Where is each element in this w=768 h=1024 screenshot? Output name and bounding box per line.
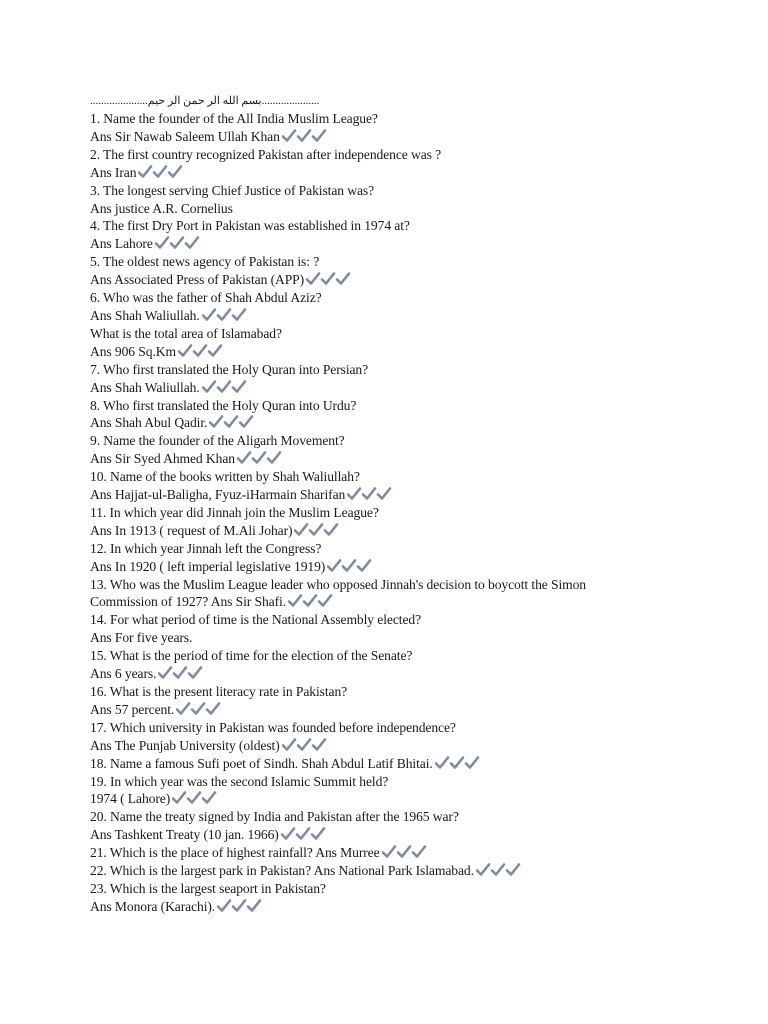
- qa-line: [90, 343, 750, 361]
- triple-check-mark-icon: [282, 737, 330, 752]
- triple-check-mark-icon: [217, 898, 265, 913]
- qa-line: [90, 432, 750, 450]
- qa-line-text: 2. The first country recognized Pakistan after independence was ?: [90, 146, 442, 162]
- qa-line: [90, 128, 750, 146]
- qa-line-text: Ans Lahore: [90, 236, 153, 252]
- qa-line-text: 12. In which year Jinnah left the Congress?: [90, 540, 322, 556]
- qa-line: [90, 880, 750, 898]
- qa-line: [90, 504, 750, 522]
- qa-line-text: Ans In 1913 ( request of M.Ali Johar): [90, 522, 293, 538]
- triple-check-mark-icon: [158, 665, 206, 680]
- qa-line-text: 15. What is the period of time for the election of the Senate?: [90, 648, 413, 664]
- qa-line: [90, 164, 750, 182]
- qa-line-text: Ans Iran: [90, 164, 137, 180]
- triple-check-mark-icon: [435, 755, 483, 770]
- qa-line-text: 16. What is the present literacy rate in Pakistan?: [90, 684, 348, 699]
- qa-line: [90, 307, 750, 325]
- qa-line-text: 4. The first Dry Port in Pakistan was established in 1974 at?: [90, 218, 410, 234]
- qa-line: [90, 576, 750, 594]
- triple-check-mark-icon: [327, 558, 375, 573]
- document-page: [90, 94, 750, 916]
- qa-line: [90, 844, 750, 862]
- qa-line-text: 14. For what period of time is the National Assembly elected?: [90, 612, 422, 628]
- qa-line: [90, 379, 750, 397]
- qa-list: [90, 110, 750, 916]
- qa-line-text: Ans 906 Sq.Km: [90, 343, 176, 359]
- qa-line-text: 21. Which is the place of highest rainfall? Ans Murree: [90, 845, 380, 861]
- qa-line-text: What is the total area of Islamabad?: [90, 325, 282, 341]
- triple-check-mark-icon: [281, 826, 329, 841]
- qa-line-text: Ans The Punjab University (oldest): [90, 737, 280, 753]
- qa-line: [90, 271, 750, 289]
- qa-line-text: Ans In 1920 ( left imperial legislative 1919): [90, 558, 326, 574]
- qa-line-text: Ans Shah Waliullah.: [90, 379, 200, 395]
- qa-line-text: 18. Name a famous Sufi poet of Sindh. Shah Abdul Latif Bhitai.: [90, 755, 433, 771]
- triple-check-mark-icon: [178, 343, 226, 358]
- qa-line-text: Ans justice A.R. Cornelius: [90, 200, 233, 216]
- qa-line: [90, 235, 750, 253]
- qa-line: [90, 719, 750, 737]
- qa-line-text: Commission of 1927? Ans Sir Shafi.: [90, 594, 286, 610]
- qa-line-text: 3. The longest serving Chief Justice of Pakistan was?: [90, 182, 375, 198]
- qa-line: [90, 468, 750, 486]
- qa-line: [90, 593, 750, 611]
- triple-check-mark-icon: [282, 128, 330, 143]
- qa-line-text: 13. Who was the Muslim League leader who opposed Jinnah's decision to boycott the Simon: [90, 576, 587, 592]
- triple-check-mark-icon: [382, 844, 430, 859]
- triple-check-mark-icon: [209, 414, 257, 429]
- qa-line-text: 11. In which year did Jinnah join the Muslim League?: [90, 504, 379, 520]
- qa-line: [90, 325, 750, 343]
- triple-check-mark-icon: [172, 790, 220, 805]
- qa-line: [90, 826, 750, 844]
- triple-check-mark-icon: [306, 271, 354, 286]
- qa-line-text: Ans Sir Nawab Saleem Ullah Khan: [90, 128, 280, 144]
- qa-line-text: Ans 57 percent.: [90, 701, 175, 717]
- qa-line: [90, 611, 750, 629]
- qa-line: [90, 647, 750, 665]
- triple-check-mark-icon: [476, 862, 524, 877]
- qa-line-text: 20. Name the treaty signed by India and Pakistan after the 1965 war?: [90, 809, 459, 825]
- qa-line-text: Ans Sir Syed Ahmed Khan: [90, 451, 235, 467]
- qa-line-text: 6. Who was the father of Shah Abdul Aziz?: [90, 290, 322, 306]
- triple-check-mark-icon: [237, 450, 285, 465]
- qa-line: [90, 217, 750, 235]
- qa-line: [90, 450, 750, 468]
- qa-line: [90, 289, 750, 307]
- triple-check-mark-icon: [288, 593, 336, 608]
- qa-line-text: 9. Name the founder of the Aligarh Movement?: [90, 433, 345, 449]
- qa-line-text: 10. Name of the books written by Shah Waliullah?: [90, 469, 360, 485]
- qa-line: [90, 737, 750, 755]
- qa-line: [90, 182, 750, 200]
- qa-line: [90, 558, 750, 576]
- qa-line-text: Ans Shah Waliullah.: [90, 307, 200, 323]
- qa-line-text: Ans Hajjat-ul-Baligha, Fyuz-iHarmain Sharifan: [90, 487, 346, 503]
- qa-line: [90, 701, 750, 719]
- qa-line-text: Ans Tashkent Treaty (10 jan. 1966): [90, 827, 279, 843]
- qa-line-text: 5. The oldest news agency of Pakistan is: ?: [90, 254, 320, 270]
- qa-line-text: 17. Which university in Pakistan was founded before independence?: [90, 719, 456, 735]
- qa-line: [90, 397, 750, 415]
- qa-line: [90, 629, 750, 647]
- qa-line-text: Ans For five years.: [90, 630, 193, 646]
- qa-line: [90, 486, 750, 504]
- triple-check-mark-icon: [176, 701, 224, 716]
- qa-line: [90, 683, 750, 701]
- qa-line: [90, 522, 750, 540]
- bismillah-header: .....................بسم الله الر حمن الر حیم.....................: [90, 95, 320, 107]
- triple-check-mark-icon: [202, 307, 250, 322]
- qa-line-text: 7. Who first translated the Holy Quran into Persian?: [90, 361, 369, 377]
- qa-line: [90, 414, 750, 432]
- qa-line: [90, 110, 750, 128]
- qa-line: [90, 755, 750, 773]
- qa-line-text: 8. Who first translated the Holy Quran into Urdu?: [90, 397, 357, 413]
- qa-line-text: 1. Name the founder of the All India Muslim League?: [90, 111, 378, 126]
- qa-line-text: Ans Associated Press of Pakistan (APP): [90, 272, 305, 288]
- qa-line: [90, 146, 750, 164]
- qa-line-text: 22. Which is the largest park in Pakistan? Ans National Park Islamabad.: [90, 863, 474, 879]
- qa-line-text: 1974 ( Lahore): [90, 791, 171, 807]
- qa-line: [90, 665, 750, 683]
- qa-line: [90, 773, 750, 791]
- qa-line-text: 19. In which year was the second Islamic Summit held?: [90, 773, 389, 789]
- qa-line: [90, 361, 750, 379]
- triple-check-mark-icon: [138, 164, 186, 179]
- qa-line-text: Ans Monora (Karachi).: [90, 898, 216, 914]
- triple-check-mark-icon: [294, 522, 342, 537]
- qa-line: [90, 790, 750, 808]
- qa-line: [90, 862, 750, 880]
- qa-line: [90, 253, 750, 271]
- qa-line: [90, 898, 750, 916]
- qa-line-text: 23. Which is the largest seaport in Pakistan?: [90, 880, 326, 896]
- triple-check-mark-icon: [202, 379, 250, 394]
- triple-check-mark-icon: [155, 235, 203, 250]
- qa-line: [90, 808, 750, 826]
- qa-line: [90, 540, 750, 558]
- qa-line-text: Ans Shah Abul Qadir.: [90, 415, 208, 431]
- triple-check-mark-icon: [347, 486, 395, 501]
- qa-line: [90, 200, 750, 218]
- qa-line-text: Ans 6 years.: [90, 666, 157, 682]
